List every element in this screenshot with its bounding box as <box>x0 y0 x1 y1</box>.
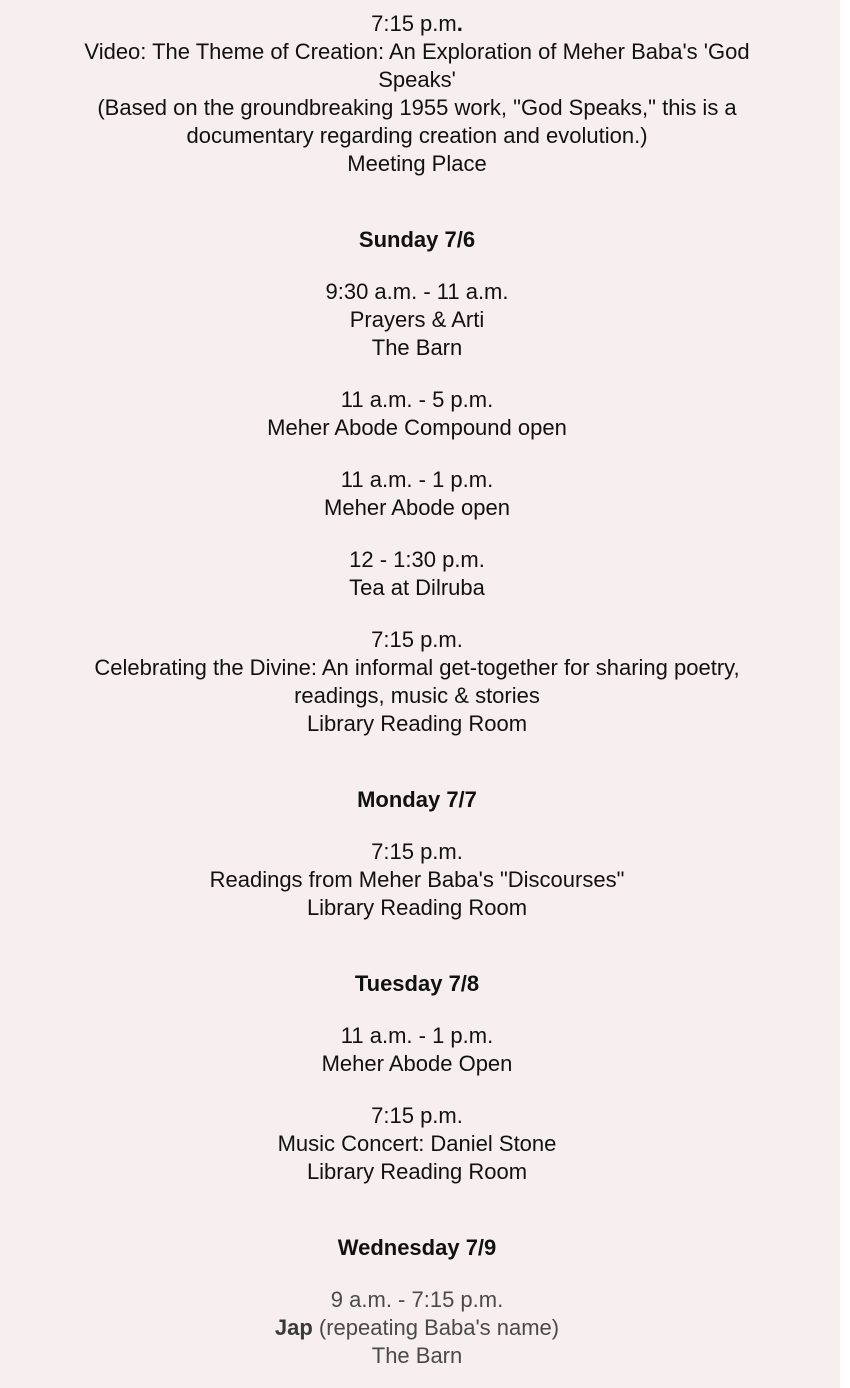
day-heading-tuesday: Tuesday 7/8 <box>354 971 480 996</box>
event-time: 7:15 p.m. <box>371 1103 463 1128</box>
event-title: Prayers & Arti <box>349 307 485 332</box>
event-title-continued: Speaks' <box>378 67 456 92</box>
event-time: 9:30 a.m. - 11 a.m. <box>325 279 509 304</box>
event-title <box>0 1314 834 1342</box>
event-title-continued: readings, music & stories <box>294 683 540 708</box>
event-location: The Barn <box>371 335 463 360</box>
event-block <box>0 1286 834 1370</box>
event-time: 7:15 p.m. <box>371 11 463 36</box>
event-title: Tea at Dilruba <box>349 575 485 600</box>
event-time: 11 a.m. - 1 p.m. <box>340 467 494 492</box>
event-description-continued: documentary regarding creation and evolution.) <box>186 123 648 148</box>
event-time: 9 a.m. - 7:15 p.m. <box>330 1287 504 1312</box>
event-description: (Based on the groundbreaking 1955 work, "God Speaks," this is a <box>97 95 737 120</box>
event-block <box>0 546 834 602</box>
event-block <box>0 838 834 922</box>
event-title: Readings from Meher Baba's "Discourses" <box>209 867 625 892</box>
event-location: Library Reading Room <box>306 895 528 920</box>
event-location: Library Reading Room <box>306 1159 528 1184</box>
event-title: Music Concert: Daniel Stone <box>277 1131 557 1156</box>
event-title: Video: The Theme of Creation: An Exploration of Meher Baba's 'God <box>84 39 750 64</box>
event-title: Celebrating the Divine: An informal get-together for sharing poetry, <box>94 655 740 680</box>
event-location: Meeting Place <box>347 151 487 176</box>
event-block <box>0 1102 834 1186</box>
event-title-rest: (repeating Baba's name) <box>312 1315 560 1340</box>
event-block <box>0 10 834 178</box>
event-block <box>0 1022 834 1078</box>
day-heading-monday: Monday 7/7 <box>357 787 477 812</box>
event-location: Library Reading Room <box>306 711 528 736</box>
event-title: Meher Abode open <box>324 495 510 520</box>
event-title-bold: Jap <box>274 1315 313 1340</box>
event-block <box>0 466 834 522</box>
event-time: 11 a.m. - 5 p.m. <box>340 387 494 412</box>
event-title: Meher Abode Open <box>321 1051 513 1076</box>
day-heading-sunday: Sunday 7/6 <box>358 227 476 252</box>
event-time: 7:15 p.m. <box>371 627 463 652</box>
event-block <box>0 626 834 738</box>
event-time: 7:15 p.m. <box>371 839 463 864</box>
event-block <box>0 386 834 442</box>
event-time: 11 a.m. - 1 p.m. <box>340 1023 494 1048</box>
event-time: 12 - 1:30 p.m. <box>349 547 485 572</box>
event-block <box>0 278 834 362</box>
day-heading-wednesday: Wednesday 7/9 <box>337 1235 497 1260</box>
event-title: Meher Abode Compound open <box>267 415 567 440</box>
schedule-content <box>0 10 834 1370</box>
event-location: The Barn <box>371 1343 463 1368</box>
